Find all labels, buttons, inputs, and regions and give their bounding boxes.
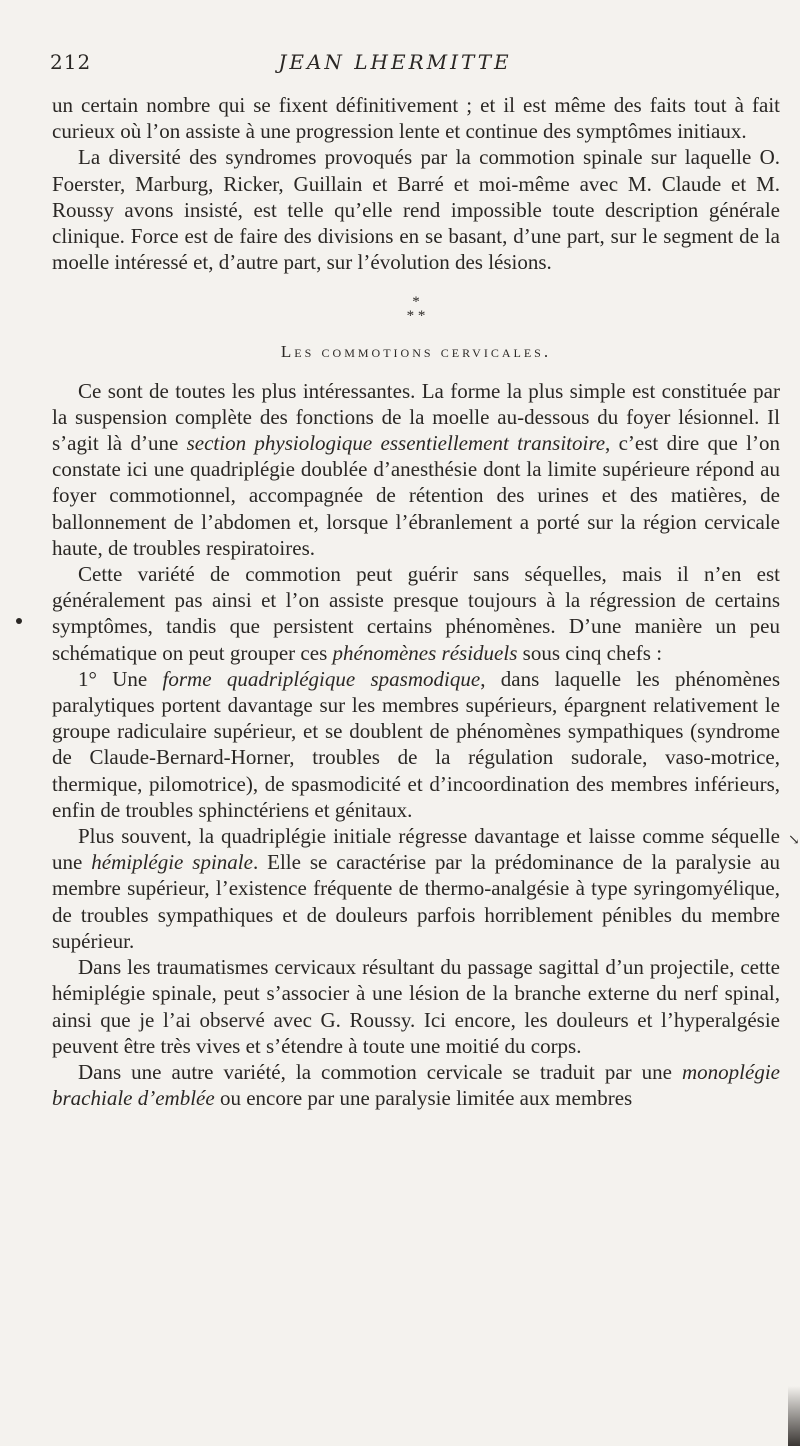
text-run: . Elle se caractérise par la prédominance de la paralysie au membre supérieur, l’existence fréquente de thermo-analgésie à type syringomyélique, de troubles sympathiques et de douleurs parfois horriblement pénibles du membre supérieur.: [52, 850, 780, 953]
text-run: 1° Une: [78, 666, 163, 691]
italic-term: section physiologique essentiellement transitoire: [186, 431, 606, 456]
paragraph-monoplegia: [52, 1059, 780, 1111]
text-run: Dans une autre variété, la commotion cervicale se traduit par une: [78, 1059, 683, 1084]
italic-term: monoplégie brachiale d’emblée: [52, 1059, 780, 1111]
paragraph-residual: [52, 561, 780, 666]
section-separator: [52, 295, 780, 323]
paragraph-quadriplegic: [52, 666, 780, 823]
separator-star-top: *: [412, 294, 420, 311]
italic-term: forme quadriplégique spasmodique: [162, 666, 481, 691]
paragraph-diversity: La diversité des syndromes provoqués par la commotion spinale sur laquelle O. Foerster, Marburg, Ricker, Guillain et Barré et moi-même avec M. Claude et M. Roussy avons insisté, est telle qu’elle rend impossible toute description générale clinique. Force est de faire des divisions en se basant, d’une part, sur le segment de la moelle intéressé et, d’autre part, sur l’évolution des lésions.: [52, 145, 780, 275]
paragraph-trauma: Dans les traumatismes cervicaux résultant du passage sagittal d’un projectile, cette hémiplégie spinale, peut s’associer à une lésion de la branche externe du nerf spinal, ainsi que je l’ai observé avec G. Roussy. Ici encore, les douleurs et l’hyperalgésie peuvent être très vives et s’étendre à toute une moitié du corps.: [52, 955, 780, 1058]
text-run: sous cinq chefs :: [517, 640, 663, 665]
page-edge-shadow: [788, 1386, 800, 1446]
margin-check-mark: ↘: [788, 832, 800, 848]
text-run: , dans laquelle les phénomènes paralytiques portent davantage sur les membres supérieurs, épargnent relativement le groupe radiculaire supérieur, et se doublent de phénomènes sympathiques (syndrome de Claude-Bernard-Horner, troubles de la régulation sudorale, vaso-motrice, thermique, pilomotrice), de spasmodicité et d’incoordination des membres inférieurs, enfin de troubles sphinctériens et génitaux.: [52, 666, 780, 822]
text-run: ou encore par une paralysie limitée aux membres: [214, 1086, 633, 1111]
italic-term: hémiplégie spinale: [91, 850, 253, 875]
paragraph-simple-form: [52, 378, 780, 561]
running-head: JEAN LHERMITTE: [278, 50, 512, 74]
italic-term: phénomènes résiduels: [332, 640, 518, 665]
text-run: Ce sont de toutes les plus intéressantes. La forme la plus simple est constituée par la suspension complète des fonctions de la moelle au-dessous du foyer lésionnel. Il s’agit là d’une: [52, 378, 780, 456]
separator-stars-bottom: * *: [406, 308, 426, 325]
body-text: [52, 92, 780, 1111]
margin-dot-mark: [16, 618, 22, 624]
text-run: Plus souvent, la quadriplégie initiale régresse davantage et laisse comme séquelle une: [52, 824, 780, 875]
page-header: [50, 50, 740, 80]
text-run: , c’est dire que l’on constate ici une quadriplégie doublée d’anesthésie dont la limite supérieure répond au foyer commotionnel, accompagnée de rétention des urines et des matières, de ballonnement de l’abdomen et, lorsque l’ébranlement a porté sur la région cervicale haute, de troubles respiratoires.: [52, 431, 781, 560]
paragraph-continuation: un certain nombre qui se fixent définitivement ; et il est même des faits tout à fait curieux où l’on assiste à une progression lente et continue des symptômes initiaux.: [52, 93, 780, 144]
section-title: Les commotions cervicales.: [280, 342, 552, 362]
text-run: Cette variété de commotion peut guérir sans séquelles, mais il n’en est généralement pas ainsi et l’on assiste presque toujours à la régression de certains symptômes, tandis que persistent certains phénomènes. D’une manière un peu schématique on peut grouper ces: [52, 562, 780, 665]
paragraph-hemiplegia: [52, 823, 780, 954]
page-number: 212: [50, 50, 92, 74]
